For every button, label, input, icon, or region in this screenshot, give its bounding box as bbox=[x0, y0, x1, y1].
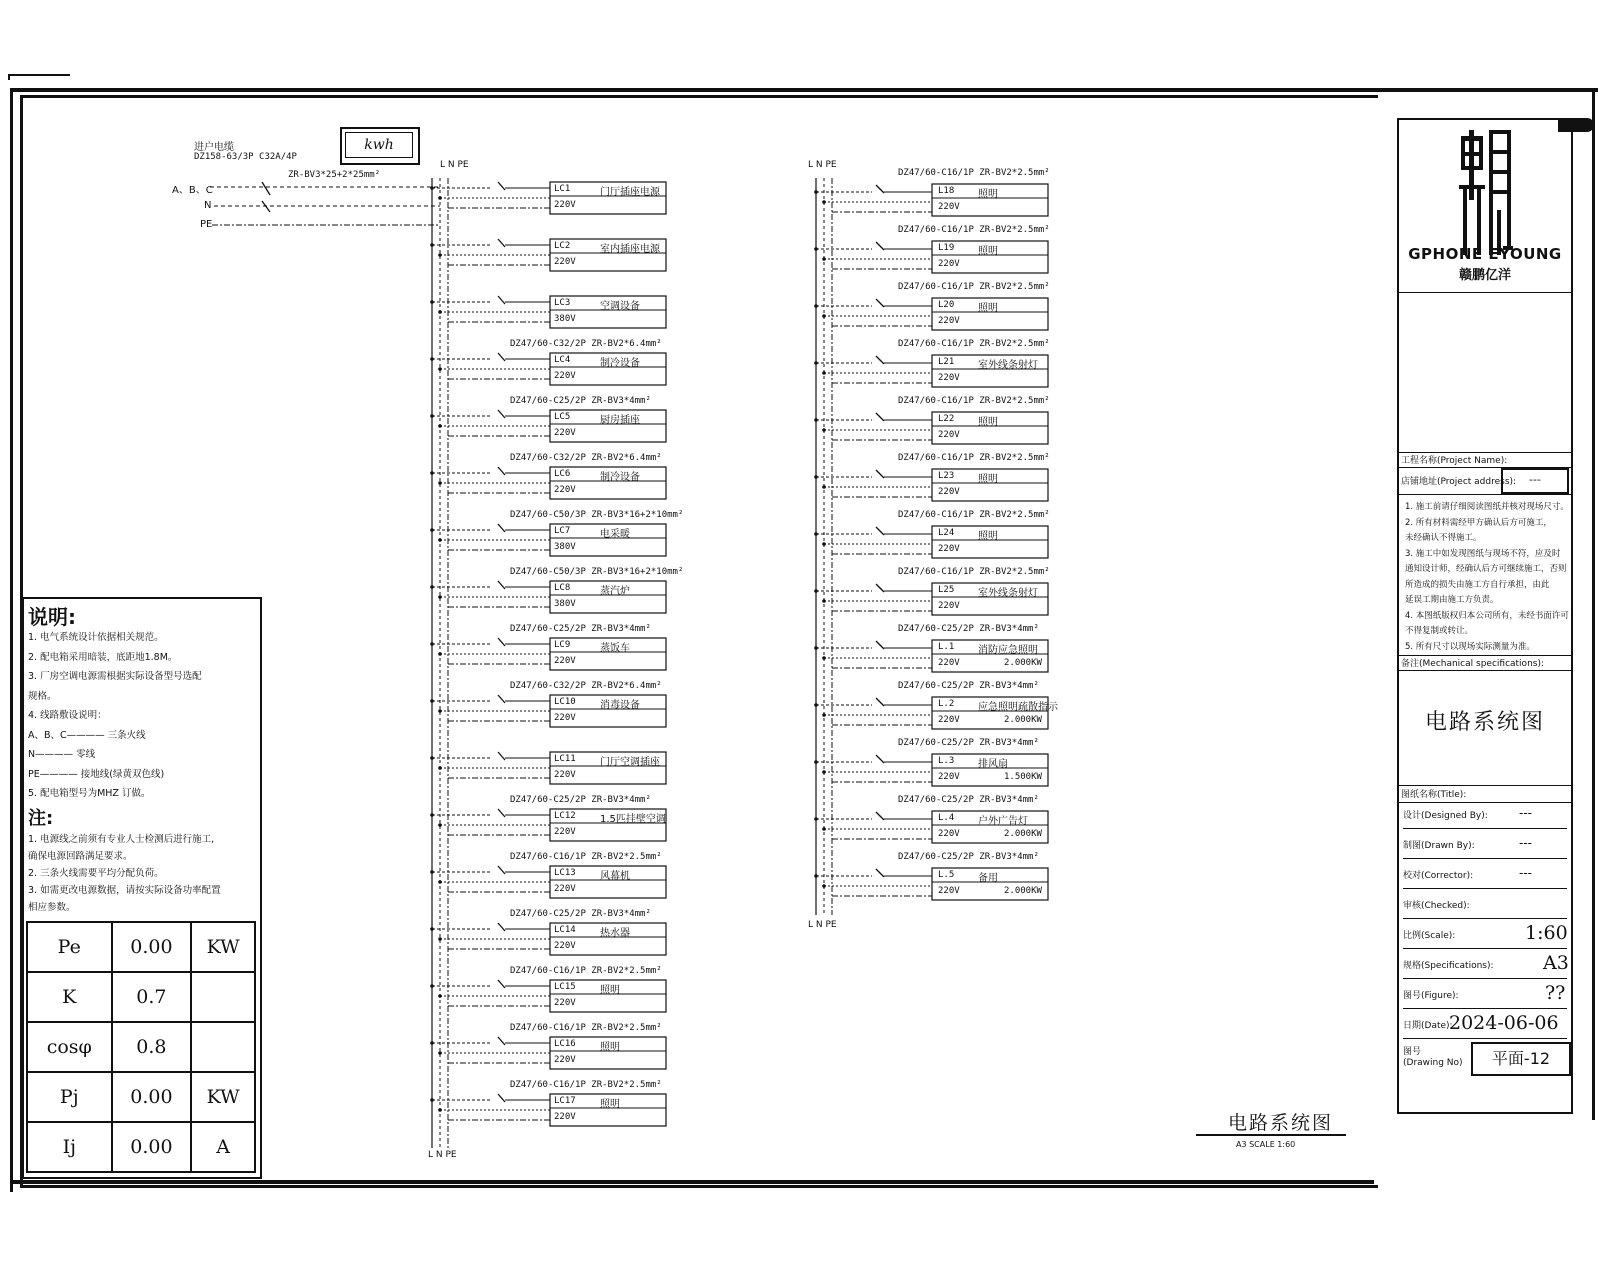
drawing-no-value: 平面-12 bbox=[1471, 1042, 1571, 1076]
note-line: 5. 配电箱型号为MHZ 订做。 bbox=[28, 788, 151, 799]
calc-unit: KW bbox=[191, 922, 255, 972]
breaker-spec: DZ47/60-C16/1P ZR-BV2*2.5mm² bbox=[898, 282, 1050, 292]
breaker-switch bbox=[876, 470, 884, 478]
circuit-voltage: 220V bbox=[938, 772, 960, 782]
breaker-spec: DZ47/60-C32/2P ZR-BV2*6.4mm² bbox=[510, 339, 662, 349]
note-line: 1. 电源线之前须有专业人士检测后进行施工, bbox=[28, 834, 215, 845]
circuit-description: 制冷设备 bbox=[600, 358, 640, 369]
date-label: 日期(Date): bbox=[1403, 1021, 1453, 1031]
note-line: 1. 电气系统设计依据相关规范。 bbox=[28, 632, 164, 643]
title-note-line: 延误工期由施工方负责。 bbox=[1405, 595, 1499, 605]
breaker-switch bbox=[876, 641, 884, 649]
breaker-spec: DZ47/60-C25/2P ZR-BV3*4mm² bbox=[898, 852, 1039, 862]
circuit-description: 照明 bbox=[978, 417, 998, 428]
kwh-meter-label: kwh bbox=[345, 132, 413, 158]
circuit-id: LC13 bbox=[554, 868, 576, 878]
incoming-label-2: DZ158-63/3P C32A/4P bbox=[194, 152, 297, 162]
circuit-voltage: 380V bbox=[554, 542, 576, 552]
remarks-label: 备注(Mechanical specifications): bbox=[1401, 659, 1545, 669]
breaker-switch bbox=[498, 239, 505, 247]
breaker-switch bbox=[498, 866, 505, 874]
circuit-id: L21 bbox=[938, 357, 955, 367]
breaker-spec: DZ47/60-C16/1P ZR-BV2*2.5mm² bbox=[898, 510, 1050, 520]
drawn-value: --- bbox=[1519, 836, 1532, 850]
neutral-label: N bbox=[204, 200, 212, 211]
breaker-switch bbox=[498, 1094, 505, 1102]
breaker-switch bbox=[498, 410, 505, 418]
circuit-description: 照明 bbox=[978, 246, 998, 257]
circuit-voltage: 220V bbox=[938, 259, 960, 269]
breaker-switch bbox=[876, 698, 884, 706]
breaker-spec: DZ47/60-C25/2P ZR-BV3*4mm² bbox=[898, 624, 1039, 634]
breaker-switch bbox=[498, 980, 505, 988]
breaker-switch bbox=[498, 296, 505, 304]
circuit-voltage: 220V bbox=[554, 257, 576, 267]
breaker-spec: DZ47/60-C16/1P ZR-BV2*2.5mm² bbox=[898, 453, 1050, 463]
circuit-id: L.4 bbox=[938, 813, 955, 823]
breaker-switch bbox=[876, 185, 884, 193]
drawing-name-label: 图纸名称(Title): bbox=[1401, 790, 1467, 800]
title-note-line: 未经确认不得施工。 bbox=[1405, 533, 1482, 543]
circuit-voltage: 220V bbox=[938, 658, 960, 668]
breaker-spec: DZ47/60-C25/2P ZR-BV3*4mm² bbox=[510, 795, 651, 805]
circuit-power: 2.000KW bbox=[1004, 715, 1042, 725]
circuit-voltage: 220V bbox=[938, 544, 960, 554]
drawing-title: 电路系统图 bbox=[1424, 710, 1545, 735]
phase-label: A、B、C bbox=[172, 185, 213, 196]
breaker-switch bbox=[498, 923, 505, 931]
designed-value: --- bbox=[1519, 806, 1532, 820]
circuit-voltage: 220V bbox=[938, 601, 960, 611]
breaker-switch bbox=[498, 1037, 505, 1045]
circuit-id: L.3 bbox=[938, 756, 955, 766]
note-line: 规格。 bbox=[28, 690, 57, 702]
circuit-voltage: 220V bbox=[554, 371, 576, 381]
tb-divider bbox=[1403, 888, 1567, 889]
circuit-description: 蒸饭车 bbox=[600, 643, 630, 654]
circuit-id: LC17 bbox=[554, 1096, 576, 1106]
circuit-description: 备用 bbox=[978, 873, 998, 884]
tb-divider bbox=[1399, 494, 1571, 495]
circuit-id: LC1 bbox=[554, 184, 571, 194]
circuit-voltage: 220V bbox=[938, 202, 960, 212]
incoming-cable: ZR-BV3*25+2*25mm² bbox=[288, 170, 381, 180]
note-line: 确保电源回路满足要求。 bbox=[28, 851, 133, 862]
circuit-voltage: 220V bbox=[554, 827, 576, 837]
note-line: 3. 厂房空调电源需根据实际设备型号选配 bbox=[28, 671, 202, 682]
bottom-drawing-title: 电路系统图 bbox=[1228, 1112, 1334, 1134]
circuit-description: 室内插座电源 bbox=[600, 244, 660, 255]
circuit-id: L18 bbox=[938, 186, 955, 196]
breaker-spec: DZ47/60-C25/2P ZR-BV3*4mm² bbox=[510, 396, 651, 406]
circuit-description: 空调设备 bbox=[600, 301, 640, 312]
bus-label-right-top: L N PE bbox=[808, 160, 837, 170]
breaker-spec: DZ47/60-C16/1P ZR-BV2*2.5mm² bbox=[898, 168, 1050, 178]
breaker-switch bbox=[498, 809, 505, 817]
circuit-id: LC14 bbox=[554, 925, 576, 935]
calc-symbol: cosφ bbox=[27, 1022, 112, 1072]
calc-value: 0.7 bbox=[112, 972, 192, 1022]
circuit-voltage: 220V bbox=[554, 428, 576, 438]
note-line: 2. 三条火线需要平均分配负荷。 bbox=[28, 868, 164, 879]
breaker-spec: DZ47/60-C25/2P ZR-BV3*4mm² bbox=[510, 909, 651, 919]
title-note-line: 2. 所有材料需经甲方确认后方可施工， bbox=[1405, 517, 1552, 528]
tb-divider bbox=[1403, 858, 1567, 859]
circuit-description: 照明 bbox=[978, 189, 998, 200]
tb-divider bbox=[1399, 785, 1571, 786]
circuit-voltage: 380V bbox=[554, 599, 576, 609]
circuit-id: L20 bbox=[938, 300, 955, 310]
bottom-drawing-subtitle: A3 SCALE 1:60 bbox=[1236, 1140, 1296, 1149]
circuit-description: 照明 bbox=[600, 985, 620, 996]
circuit-description: 制冷设备 bbox=[600, 472, 640, 483]
circuit-id: LC5 bbox=[554, 412, 571, 422]
bus-label-left-bottom: L N PE bbox=[428, 1150, 457, 1160]
breaker-spec: DZ47/60-C16/1P ZR-BV2*2.5mm² bbox=[510, 966, 662, 976]
calc-row bbox=[27, 972, 255, 1022]
circuit-description: 消防应急照明 bbox=[978, 645, 1038, 656]
circuit-id: L19 bbox=[938, 243, 955, 253]
circuit-id: LC11 bbox=[554, 754, 576, 764]
circuit-description: 风幕机 bbox=[600, 871, 630, 882]
circuit-description: 照明 bbox=[978, 474, 998, 485]
circuit-description: 照明 bbox=[978, 303, 998, 314]
calc-unit bbox=[191, 1022, 255, 1072]
circuit-id: L22 bbox=[938, 414, 955, 424]
breaker-switch bbox=[876, 242, 884, 250]
calc-symbol: Ij bbox=[27, 1122, 112, 1172]
breaker-spec: DZ47/60-C16/1P ZR-BV2*2.5mm² bbox=[898, 339, 1050, 349]
drawing-no-label-2: (Drawing No) bbox=[1403, 1058, 1463, 1068]
circuit-id: LC2 bbox=[554, 241, 571, 251]
circuit-description: 厨房插座 bbox=[600, 415, 640, 426]
circuit-id: LC4 bbox=[554, 355, 571, 365]
circuit-voltage: 220V bbox=[554, 200, 576, 210]
circuit-description: 照明 bbox=[600, 1099, 620, 1110]
circuit-voltage: 220V bbox=[554, 1112, 576, 1122]
circuit-voltage: 380V bbox=[554, 314, 576, 324]
circuit-id: LC12 bbox=[554, 811, 576, 821]
circuit-description: 室外线条射灯 bbox=[978, 588, 1038, 599]
title-note-line: 5. 所有尺寸以现场实际测量为准。 bbox=[1405, 641, 1535, 652]
notes-heading: 说明: bbox=[28, 605, 76, 629]
circuit-description: 室外线条射灯 bbox=[978, 360, 1038, 371]
circuit-description: 热水器 bbox=[600, 928, 630, 939]
title-block bbox=[1397, 118, 1573, 1114]
circuit-id: L23 bbox=[938, 471, 955, 481]
breaker-spec: DZ47/60-C16/1P ZR-BV2*2.5mm² bbox=[898, 396, 1050, 406]
breaker-switch bbox=[498, 524, 505, 532]
breaker-spec: DZ47/60-C25/2P ZR-BV3*4mm² bbox=[898, 681, 1039, 691]
calc-symbol: Pj bbox=[27, 1072, 112, 1122]
circuit-description: 户外广告灯 bbox=[978, 816, 1028, 827]
note-line: 3. 如需更改电源数据，请按实际设备功率配置 bbox=[28, 885, 221, 896]
calc-unit: KW bbox=[191, 1072, 255, 1122]
calc-symbol: Pe bbox=[27, 922, 112, 972]
circuit-power: 1.500KW bbox=[1004, 772, 1042, 782]
load-calc-table bbox=[26, 921, 256, 1173]
circuit-description: 照明 bbox=[600, 1042, 620, 1053]
circuit-id: LC10 bbox=[554, 697, 576, 707]
tb-divider bbox=[1403, 1008, 1567, 1009]
circuit-voltage: 220V bbox=[554, 713, 576, 723]
designed-label: 设计(Designed By): bbox=[1403, 811, 1488, 821]
breaker-switch bbox=[498, 581, 505, 589]
breaker-switch bbox=[498, 182, 505, 190]
circuit-id: LC15 bbox=[554, 982, 576, 992]
breaker-switch bbox=[876, 755, 884, 763]
breaker-spec: DZ47/60-C16/1P ZR-BV2*2.5mm² bbox=[510, 1080, 662, 1090]
breaker-switch bbox=[876, 527, 884, 535]
breaker-switch bbox=[876, 869, 884, 877]
circuit-voltage: 220V bbox=[938, 430, 960, 440]
project-label: 工程名称(Project Name): bbox=[1401, 456, 1508, 466]
title-underline bbox=[1196, 1134, 1346, 1136]
breaker-switch bbox=[498, 752, 505, 760]
breaker-switch bbox=[498, 695, 505, 703]
scale-value: 1:60 bbox=[1525, 922, 1568, 944]
circuit-id: L.1 bbox=[938, 642, 955, 652]
circuit-description: 1.5匹挂壁空调 bbox=[600, 814, 666, 825]
breaker-spec: DZ47/60-C50/3P ZR-BV3*16+2*10mm² bbox=[510, 567, 684, 577]
circuit-description: 门厅空调插座 bbox=[600, 757, 660, 768]
tb-divider bbox=[1403, 1038, 1567, 1039]
circuit-id: LC8 bbox=[554, 583, 571, 593]
note-line: PE———— 接地线(绿黄双色线) bbox=[28, 768, 165, 780]
breaker-spec: DZ47/60-C25/2P ZR-BV3*4mm² bbox=[898, 738, 1039, 748]
tb-divider bbox=[1399, 292, 1571, 293]
tb-divider bbox=[1399, 670, 1571, 671]
spec-label: 规格(Specifications): bbox=[1403, 961, 1494, 971]
breaker-switch bbox=[498, 353, 505, 361]
checked-label: 审核(Checked): bbox=[1403, 901, 1470, 911]
calc-row bbox=[27, 1072, 255, 1122]
circuit-description: 排风扇 bbox=[978, 759, 1008, 770]
breaker-switch bbox=[498, 467, 505, 475]
brand-logo-icon bbox=[1459, 130, 1515, 255]
circuit-voltage: 220V bbox=[554, 656, 576, 666]
breaker-spec: DZ47/60-C50/3P ZR-BV3*16+2*10mm² bbox=[510, 510, 684, 520]
title-note-line: 3. 施工中如发现图纸与现场不符，应及时 bbox=[1405, 548, 1561, 559]
notes-heading-2: 注: bbox=[28, 808, 54, 829]
circuit-description: 门厅插座电源 bbox=[600, 187, 660, 198]
breaker-spec: DZ47/60-C16/1P ZR-BV2*2.5mm² bbox=[898, 567, 1050, 577]
breaker-spec: DZ47/60-C16/1P ZR-BV2*2.5mm² bbox=[898, 225, 1050, 235]
circuit-voltage: 220V bbox=[554, 941, 576, 951]
circuit-voltage: 220V bbox=[554, 1055, 576, 1065]
circuit-voltage: 220V bbox=[938, 715, 960, 725]
circuit-id: L.5 bbox=[938, 870, 955, 880]
breaker-spec: DZ47/60-C25/2P ZR-BV3*4mm² bbox=[510, 624, 651, 634]
hammer-head-icon bbox=[1558, 118, 1594, 132]
circuit-id: L.2 bbox=[938, 699, 955, 709]
scale-label: 比例(Scale): bbox=[1403, 931, 1456, 941]
circuit-id: LC7 bbox=[554, 526, 571, 536]
breaker-spec: DZ47/60-C32/2P ZR-BV2*6.4mm² bbox=[510, 681, 662, 691]
circuit-id: LC16 bbox=[554, 1039, 576, 1049]
note-line: 4. 线路敷设说明： bbox=[28, 710, 107, 721]
breaker-spec: DZ47/60-C16/1P ZR-BV2*2.5mm² bbox=[510, 852, 662, 862]
circuit-description: 照明 bbox=[978, 531, 998, 542]
circuit-voltage: 220V bbox=[938, 829, 960, 839]
circuit-description: 电采暖 bbox=[600, 529, 630, 540]
breaker-spec: DZ47/60-C32/2P ZR-BV2*6.4mm² bbox=[510, 453, 662, 463]
circuit-description: 应急照明疏散指示 bbox=[978, 702, 1058, 713]
calc-row bbox=[27, 1022, 255, 1072]
circuit-power: 2.000KW bbox=[1004, 886, 1042, 896]
title-note-line: 通知设计师，经确认后方可继续施工，否则 bbox=[1405, 564, 1567, 574]
circuit-power: 2.000KW bbox=[1004, 829, 1042, 839]
calc-value: 0.00 bbox=[112, 922, 192, 972]
brand-name-en: GPHONE EYOUNG bbox=[1408, 245, 1562, 263]
address-value: --- bbox=[1501, 468, 1569, 494]
calc-value: 0.00 bbox=[112, 1122, 192, 1172]
address-label: 店铺地址(Project address): bbox=[1401, 477, 1517, 487]
note-line: 相应参数。 bbox=[28, 902, 76, 913]
circuit-voltage: 220V bbox=[554, 884, 576, 894]
circuit-id: LC9 bbox=[554, 640, 571, 650]
date-value: 2024-06-06 bbox=[1449, 1012, 1559, 1034]
title-note-line: 所造成的损失由施工方自行承担，由此 bbox=[1405, 579, 1550, 590]
circuit-id: L25 bbox=[938, 585, 955, 595]
bus-label-right-bottom: L N PE bbox=[808, 920, 837, 930]
incoming-label-1: 进户电缆 bbox=[194, 142, 234, 153]
circuit-id: L24 bbox=[938, 528, 955, 538]
spec-value: A3 bbox=[1543, 952, 1569, 974]
tb-divider bbox=[1403, 948, 1567, 949]
breaker-spec: DZ47/60-C25/2P ZR-BV3*4mm² bbox=[898, 795, 1039, 805]
calc-row bbox=[27, 922, 255, 972]
title-note-line: 1. 施工前请仔细阅读图纸并核对现场尺寸。 bbox=[1405, 502, 1569, 512]
circuit-id: LC6 bbox=[554, 469, 571, 479]
title-note-line: 4. 本图纸版权归本公司所有，未经书面许可 bbox=[1405, 610, 1569, 621]
pe-label: PE bbox=[200, 219, 213, 230]
circuit-voltage: 220V bbox=[554, 998, 576, 1008]
main-switch bbox=[262, 182, 270, 195]
corrector-value: --- bbox=[1519, 866, 1532, 880]
circuit-voltage: 220V bbox=[938, 373, 960, 383]
breaker-switch bbox=[876, 299, 884, 307]
circuit-id: LC3 bbox=[554, 298, 571, 308]
circuit-voltage: 220V bbox=[938, 487, 960, 497]
note-line: N———— 零线 bbox=[28, 749, 96, 760]
tb-divider bbox=[1399, 802, 1571, 803]
circuit-voltage: 220V bbox=[938, 316, 960, 326]
circuit-voltage: 220V bbox=[554, 770, 576, 780]
note-line: 2. 配电箱采用暗装，底距地1.8M。 bbox=[28, 651, 178, 663]
circuit-description: 蒸汽炉 bbox=[600, 586, 630, 597]
tb-divider bbox=[1403, 918, 1567, 919]
breaker-switch bbox=[498, 638, 505, 646]
kwh-meter bbox=[340, 127, 420, 165]
tb-divider bbox=[1403, 828, 1567, 829]
circuit-voltage: 220V bbox=[554, 485, 576, 495]
breaker-switch bbox=[876, 812, 884, 820]
figure-label: 图号(Figure): bbox=[1403, 991, 1459, 1001]
circuit-description: 消毒设备 bbox=[600, 700, 640, 711]
notes-panel bbox=[22, 597, 262, 1179]
calc-value: 0.00 bbox=[112, 1072, 192, 1122]
drawn-label: 制图(Drawn By): bbox=[1403, 841, 1475, 851]
tb-divider bbox=[1403, 978, 1567, 979]
calc-unit bbox=[191, 972, 255, 1022]
calc-value: 0.8 bbox=[112, 1022, 192, 1072]
note-line: A、B、C———— 三条火线 bbox=[28, 729, 146, 741]
calc-unit: A bbox=[191, 1122, 255, 1172]
circuit-power: 2.000KW bbox=[1004, 658, 1042, 668]
breaker-switch bbox=[876, 356, 884, 364]
bus-label-left-top: L N PE bbox=[440, 160, 469, 170]
brand-name-cn: 赣鹏亿洋 bbox=[1458, 268, 1511, 283]
corrector-label: 校对(Corrector): bbox=[1403, 871, 1474, 881]
circuit-voltage: 220V bbox=[938, 886, 960, 896]
breaker-switch bbox=[876, 413, 884, 421]
calc-symbol: K bbox=[27, 972, 112, 1022]
title-note-line: 不得复制或转让。 bbox=[1405, 626, 1474, 636]
breaker-switch bbox=[876, 584, 884, 592]
breaker-spec: DZ47/60-C16/1P ZR-BV2*2.5mm² bbox=[510, 1023, 662, 1033]
calc-row bbox=[27, 1122, 255, 1172]
drawing-no-label: 图号 bbox=[1403, 1047, 1422, 1057]
figure-value: ?? bbox=[1545, 982, 1566, 1004]
